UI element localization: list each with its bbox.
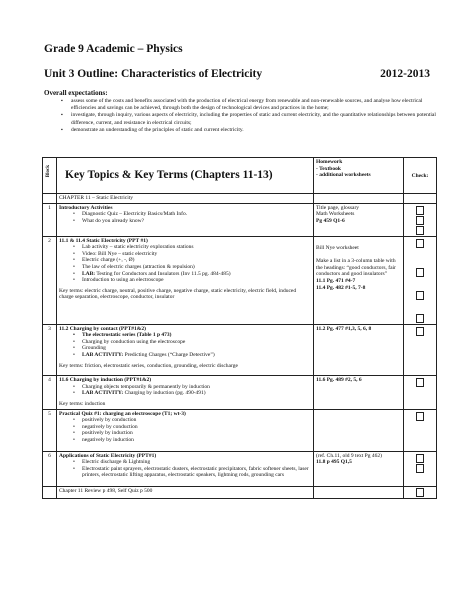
table-row: [43, 451, 437, 486]
topic-bullets: [59, 417, 311, 443]
list-item: • Electric discharge & Lightning: [73, 459, 311, 466]
review-row: [43, 486, 437, 498]
homework-cell: [314, 203, 404, 236]
chapter-review: Chapter 11 Review p 498, Self Quiz p 500: [57, 486, 314, 498]
homework-assignment: 11.6 Pg. 489 #2, 5, 6: [316, 377, 362, 384]
homework-column-header: [314, 158, 404, 194]
key-terms: Key terms: friction, electrostatic series, conduction, grounding, electric discharge: [59, 362, 238, 369]
lab-text: Predicting Charges (“Charge Detective”): [124, 351, 215, 358]
block-number: 3: [43, 324, 57, 376]
list-item: • negatively by conduction: [73, 424, 311, 431]
topic-bullets: [59, 244, 311, 284]
homework-cell: [314, 376, 404, 409]
topic-title: 11.1 & 11.4 Static Electricity (PPT #1): [59, 237, 148, 244]
checkbox[interactable]: [416, 268, 424, 277]
homework-assignment: 11.4 Pg. 482 #1-5, 7-8: [316, 284, 366, 291]
course-title: Grade 9 Academic – Physics: [44, 43, 183, 55]
homework-assignment: 11.2 Pg. 477 #1,3, 5, 6, 8: [316, 325, 372, 332]
checkbox[interactable]: [416, 239, 424, 248]
topic-title: Introductory Activities: [59, 204, 113, 211]
check-cell: [404, 451, 437, 486]
homework-line: Make a list in a 3-column table with the headings: “good conductors, fair conductors and good insulators”: [316, 258, 396, 278]
checkbox[interactable]: [416, 464, 424, 473]
checkbox[interactable]: [416, 226, 424, 235]
check-cell: [404, 203, 437, 236]
list-item: • Electric charge (+, -, Ø): [73, 257, 311, 264]
list-item: • Video: Bill Nye – static electricity: [73, 251, 311, 258]
topic-cell: [57, 324, 314, 376]
table-row: [43, 236, 437, 324]
topic-cell: [57, 203, 314, 236]
chapter-title: CHAPTER 11 – Static Electricity: [57, 194, 314, 204]
check-column-header: [404, 158, 437, 194]
homework-cell: [314, 451, 404, 486]
expectation-item: ▪ investigate, through inquiry, various aspects of electricity, including the properties of static and current electricity, and the quantitative relationships between potential difference, current, and resistance in electrical circuits;: [44, 112, 436, 126]
lab-label: LAB:: [82, 270, 96, 277]
check-cell: [404, 409, 437, 451]
key-terms: Key terms: electric charge, neutral, positive charge, negative charge, static electricity, electric field, induced charge separation, electroscope, conductor, insulator: [59, 287, 297, 301]
table-title: Key Topics & Key Terms (Chapters 11-13): [65, 169, 273, 181]
block-number: 5: [43, 409, 57, 451]
lab-label: LAB ACTIVITY:: [82, 390, 124, 397]
list-item: • Lab activity – static electricity exploration stations: [73, 244, 311, 251]
check-cell: [404, 236, 437, 324]
unit-title: Unit 3 Outline: Characteristics of Electricity: [44, 68, 263, 80]
block-label: Block: [46, 165, 52, 178]
table-row: [43, 409, 437, 451]
lab-text: Testing for Conductors and Insulators (Inv 11.5 pg. 484-485): [96, 270, 231, 277]
list-item: • Electrostatic paint sprayers, electrostatic dusters, electrostatic precipitators, fabric softener sheets, laser printers, electrostatic lifting apparatus, electrostatic speakers, lightning rods, grounding cars: [73, 466, 311, 479]
topic-bullets: [59, 459, 311, 479]
homework-cell: [314, 324, 404, 376]
table-row: [43, 324, 437, 376]
list-item: • Diagnostic Quiz – Electricity Basics/Math Info.: [73, 211, 311, 218]
list-item: [73, 271, 311, 278]
topic-title: Applications of Static Electricity (PPT#1): [59, 452, 157, 459]
list-item: • Charging objects temporarily & permanently by induction: [73, 384, 311, 391]
list-item: • Grounding: [73, 345, 311, 352]
checkbox[interactable]: [416, 314, 424, 323]
homework-line: Title page, glossary: [316, 204, 360, 211]
homework-assignment: Pg 459 Q1-6: [316, 217, 345, 224]
key-terms: Key terms: induction: [59, 400, 106, 407]
list-item: [73, 352, 311, 359]
list-item: • The law of electric charges (attraction & repulsion): [73, 264, 311, 271]
list-item: • Charging by conduction using the electroscope: [73, 339, 311, 346]
block-number: 2: [43, 236, 57, 324]
block-number: 6: [43, 451, 57, 486]
homework-line: Bill Nye worksheet: [316, 244, 359, 251]
list-item: • What do you already know?: [73, 218, 311, 225]
list-item: • negatively by induction: [73, 437, 311, 444]
check-label: Check:: [411, 173, 429, 179]
unit-outline-table: [42, 157, 437, 499]
block-number: 4: [43, 376, 57, 409]
expectation-item: ▪ demonstrate an understanding of the principles of static and current electricity.: [44, 127, 436, 134]
homework-line: Math Worksheets: [316, 211, 355, 218]
homework-line: (ref. Ch.11, old 9 text Pg 462): [316, 452, 382, 459]
chapter-row: [43, 194, 437, 204]
homework-head-line: - additional worksheets: [316, 172, 371, 179]
check-cell: [404, 376, 437, 409]
topic-bullets: [59, 211, 311, 224]
topic-title: Practical Quiz #1: charging an electroscope (T1; wt-3): [59, 410, 186, 417]
list-item: • positively by induction: [73, 430, 311, 437]
check-cell: [404, 324, 437, 376]
homework-cell: [314, 409, 404, 451]
checkbox[interactable]: [416, 206, 424, 215]
topic-cell: [57, 451, 314, 486]
lab-label: LAB ACTIVITY:: [82, 351, 124, 358]
topic-title: 11.2 Charging by contact (PPT#1&2): [59, 325, 146, 332]
checkbox[interactable]: [416, 291, 424, 300]
list-item: [73, 390, 311, 397]
list-item: • The electrostatic series (Table 1 p 473): [73, 332, 311, 339]
block-number: 1: [43, 203, 57, 236]
expectations-heading: Overall expectations:: [44, 89, 108, 97]
school-year: 2012-2013: [380, 68, 430, 80]
table-row: [43, 376, 437, 409]
topic-cell: [57, 376, 314, 409]
check-cell: [404, 486, 437, 498]
checkbox[interactable]: [416, 488, 424, 497]
homework-assignment: 11.8 p 495 Q1,5: [316, 459, 352, 466]
expectation-item: ▪ assess some of the costs and benefits associated with the production of electrical energy from renewable and non-renewable sources, and analyse how electrical efficiencies and savings can be achieved, through both the design of technological devices and practices in the home;: [44, 98, 436, 112]
topic-bullets: [59, 332, 311, 358]
homework-head-line: Homework: [316, 159, 343, 165]
homework-cell: [314, 236, 404, 324]
lab-text: Charging by induction (pg. 490-491): [124, 390, 206, 397]
checkbox[interactable]: [416, 412, 424, 421]
checkbox[interactable]: [416, 216, 424, 225]
list-item: • Introduction to using an electroscope: [73, 277, 311, 284]
checkbox[interactable]: [416, 378, 424, 387]
list-item: • positively by conduction: [73, 417, 311, 424]
topics-column-header: [57, 158, 314, 194]
checkbox[interactable]: [416, 454, 424, 463]
homework-head-line: - Textbook: [316, 165, 341, 172]
expectations-list: [44, 98, 436, 134]
topic-cell: [57, 409, 314, 451]
table-row: [43, 203, 437, 236]
block-column-header: [43, 158, 57, 194]
homework-assignment: 11.1 Pg. 471 #4-7: [316, 277, 356, 284]
topic-bullets: [59, 384, 311, 397]
checkbox[interactable]: [416, 327, 424, 336]
topic-cell: [57, 236, 314, 324]
topic-title: 11.6 Charging by induction (PPT#1&2): [59, 377, 152, 384]
table-header-row: [43, 158, 437, 194]
